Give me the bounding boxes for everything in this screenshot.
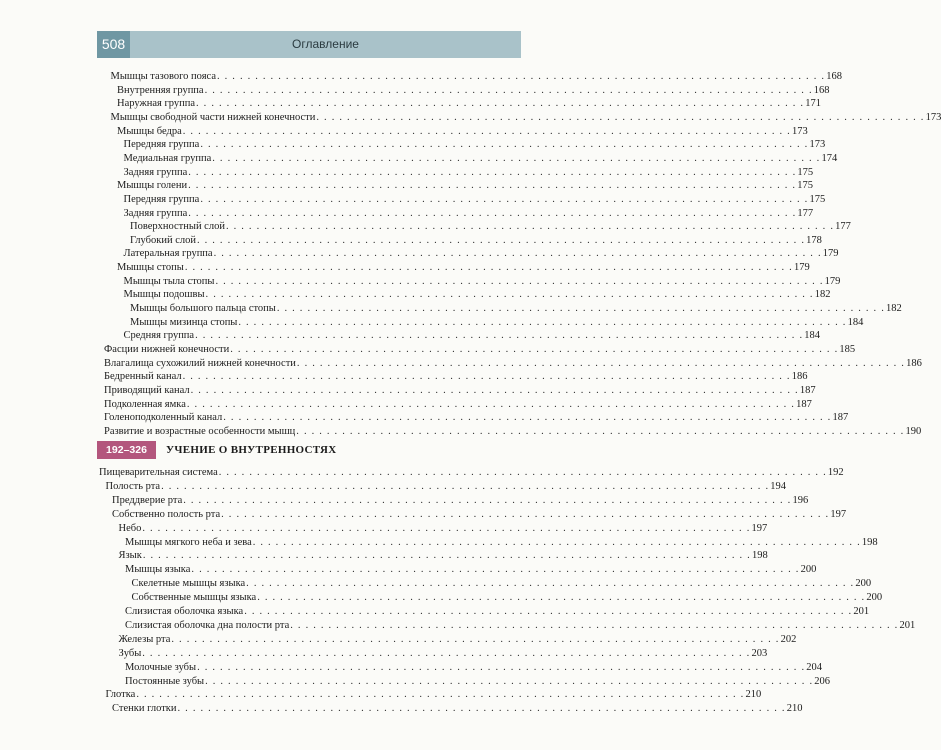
running-title: Оглавление bbox=[292, 37, 359, 51]
toc-entry bbox=[125, 661, 823, 674]
toc-dot-leader: . . . . . . . . . . . . . . . . . . . . . . . . . . . . . . . . . . . . . . . . . . . . . . . . . . . . . . . . . . . . . . . . . . . . . . . . . . . . . . . . bbox=[238, 316, 847, 328]
toc-dot-leader: . . . . . . . . . . . . . . . . . . . . . . . . . . . . . . . . . . . . . . . . . . . . . . . . . . . . . . . . . . . . . . . . . . . . . . . . . . . . . . . . bbox=[246, 578, 855, 590]
toc-entry bbox=[110, 111, 941, 124]
toc-entry-page: 201 bbox=[899, 619, 916, 631]
toc-entry-page: 184 bbox=[847, 316, 864, 328]
toc-entry-page: 177 bbox=[797, 207, 814, 219]
toc-dot-leader: . . . . . . . . . . . . . . . . . . . . . . . . . . . . . . . . . . . . . . . . . . . . . . . . . . . . . . . . . . . . . . . . . . . . . . . . . . . . . . . . bbox=[296, 357, 906, 369]
toc-entry bbox=[104, 343, 856, 356]
toc-dot-leader: . . . . . . . . . . . . . . . . . . . . . . . . . . . . . . . . . . . . . . . . . . . . . . . . . . . . . . . . . . . . . . . . . . . . . . . . . . . . . . . . bbox=[252, 536, 861, 548]
toc-entry-page: 175 bbox=[797, 180, 814, 192]
toc-entry-page: 168 bbox=[813, 84, 830, 96]
toc-entry bbox=[104, 357, 922, 370]
toc-entry bbox=[104, 370, 808, 383]
page-number: 508 bbox=[97, 31, 130, 58]
toc-entry-title: Подколенная ямка bbox=[104, 398, 186, 410]
toc-entry-page: 187 bbox=[796, 398, 812, 410]
toc-entry bbox=[123, 193, 826, 206]
toc-entry bbox=[117, 97, 821, 110]
toc-entry-page: 201 bbox=[853, 606, 870, 617]
toc-entry-page: 200 bbox=[855, 578, 872, 590]
toc-entry-title: Передняя группа bbox=[123, 139, 200, 151]
toc-dot-leader: . . . . . . . . . . . . . . . . . . . . . . . . . . . . . . . . . . . . . . . . . . . . . . . . . . . . . . . . . . . . . . . . . . . . . . . . . . . . . . . . bbox=[221, 508, 830, 520]
toc-dot-leader: . . . . . . . . . . . . . . . . . . . . . . . . . . . . . . . . . . . . . . . . . . . . . . . . . . . . . . . . . . . . . . . . . . . . . . . . . . . . . . . . bbox=[204, 84, 813, 96]
toc-dot-leader: . . . . . . . . . . . . . . . . . . . . . . . . . . . . . . . . . . . . . . . . . . . . . . . . . . . . . . . . . . . . . . . . . . . . . . . . . . . . . . . . bbox=[190, 384, 799, 396]
toc-entry-title: Задняя группа bbox=[123, 166, 188, 178]
toc-entry-title: Поверхностный слой bbox=[130, 221, 225, 233]
toc-entry bbox=[117, 125, 808, 138]
toc-entry-page: 197 bbox=[751, 522, 768, 534]
toc-entry-page: 179 bbox=[822, 248, 839, 260]
toc-dot-leader: . . . . . . . . . . . . . . . . . . . . . . . . . . . . . . . . . . . . . . . . . . . . . . . . . . . . . . . . . . . . . . . . . . . . . . . . . . . . . . . . bbox=[142, 647, 751, 659]
toc-dot-leader: . . . . . . . . . . . . . . . . . . . . . . . . . . . . . . . . . . . . . . . . . . . . . . . . . . . . . . . . . . . . . . . . . . . . . . . . . . . . . . . . bbox=[195, 330, 804, 342]
toc-entry-page: 210 bbox=[786, 703, 803, 715]
toc-entry-page: 190 bbox=[905, 425, 922, 437]
section-page-range-badge: 192–326 bbox=[97, 441, 156, 459]
toc-dot-leader: . . . . . . . . . . . . . . . . . . . . . . . . . . . . . . . . . . . . . . . . . . . . . . . . . . . . . . . . . . . . . . . . . . . . . . . . . . . . . . . . bbox=[213, 248, 822, 260]
toc-dot-leader: . . . . . . . . . . . . . . . . . . . . . . . . . . . . . . . . . . . . . . . . . . . . . . . . . . . . . . . . . . . . . . . . . . . . . . . . . . . . . . . . bbox=[188, 166, 797, 178]
toc-dot-leader: . . . . . . . . . . . . . . . . . . . . . . . . . . . . . . . . . . . . . . . . . . . . . . . . . . . . . . . . . . . . . . . . . . . . . . . . . . . . . . . . bbox=[182, 125, 791, 137]
toc-entry-page: 198 bbox=[861, 536, 878, 548]
toc-entry bbox=[117, 179, 814, 192]
toc-entry bbox=[123, 275, 841, 288]
section-title: УЧЕНИЕ О ВНУТРЕННОСТЯХ bbox=[166, 444, 337, 456]
toc-entry-title: Язык bbox=[118, 550, 142, 562]
toc-entry-title: Внутренняя группа bbox=[117, 84, 204, 96]
toc-entry-page: 182 bbox=[814, 289, 831, 301]
toc-dot-leader: . . . . . . . . . . . . . . . . . . . . . . . . . . . . . . . . . . . . . . . . . . . . . . . . . . . . . . . . . . . . . . . . . . . . . . . . . . . . . . . . bbox=[200, 139, 809, 151]
toc-entry-title: Мышцы подошвы bbox=[123, 289, 205, 301]
toc-entry-title: Постоянные зубы bbox=[125, 675, 205, 687]
toc-entry bbox=[104, 384, 816, 397]
toc-dot-leader: . . . . . . . . . . . . . . . . . . . . . . . . . . . . . . . . . . . . . . . . . . . . . . . . . . . . . . . . . . . . . . . . . . . . . . . . . . . . . . . . bbox=[186, 398, 796, 410]
toc-entry-page: 194 bbox=[770, 480, 787, 492]
toc-entry-page: 202 bbox=[780, 633, 797, 645]
toc-entry-title: Скелетные мышцы языка bbox=[131, 578, 246, 590]
toc-entry-page: 177 bbox=[835, 221, 851, 233]
toc-entry-title: Собственные мышцы языка bbox=[131, 592, 257, 604]
toc-entry bbox=[118, 549, 768, 562]
toc-dot-leader: . . . . . . . . . . . . . . . . . . . . . . . . . . . . . . . . . . . . . . . . . . . . . . . . . . . . . . . . . . . . . . . . . . . . . . . . . . . . . . . . bbox=[196, 98, 805, 110]
toc-entry bbox=[131, 591, 883, 604]
toc-dot-leader: . . . . . . . . . . . . . . . . . . . . . . . . . . . . . . . . . . . . . . . . . . . . . . . . . . . . . . . . . . . . . . . . . . . . . . . . . . . . . . . . bbox=[171, 633, 780, 645]
toc-entry-title: Латеральная группа bbox=[123, 248, 213, 260]
toc-entry-page: 187 bbox=[799, 384, 816, 396]
toc-entry-title: Мышцы языка bbox=[125, 564, 191, 576]
toc-dot-leader: . . . . . . . . . . . . . . . . . . . . . . . . . . . . . . . . . . . . . . . . . . . . . . . . . . . . . . . . . . . . . . . . . . . . . . . . . . . . . . . . bbox=[223, 412, 832, 424]
toc-entry-title: Собственно полость рта bbox=[112, 508, 221, 520]
toc-entry-title: Глотка bbox=[105, 689, 136, 701]
toc-entry-page: 200 bbox=[866, 592, 883, 604]
toc-entry bbox=[104, 425, 922, 438]
toc-entry-page: 198 bbox=[752, 550, 768, 562]
toc-entry bbox=[112, 494, 809, 507]
toc-entry-title: Молочные зубы bbox=[125, 661, 197, 673]
toc-entry-title: Мышцы тазового пояса bbox=[110, 71, 216, 82]
toc-entry-title: Фасции нижней конечности bbox=[104, 344, 230, 355]
toc-entry bbox=[105, 688, 762, 701]
toc-entry bbox=[118, 647, 768, 660]
toc-dot-leader: . . . . . . . . . . . . . . . . . . . . . . . . . . . . . . . . . . . . . . . . . . . . . . . . . . . . . . . . . . . . . . . . . . . . . . . . . . . . . . . . bbox=[196, 234, 806, 246]
toc-entry bbox=[123, 152, 838, 165]
toc-entry-page: 178 bbox=[806, 234, 822, 246]
toc-entry bbox=[130, 302, 902, 315]
toc-entry bbox=[131, 577, 872, 590]
toc-entry-page: 192 bbox=[827, 467, 844, 478]
toc-entry bbox=[123, 329, 821, 342]
toc-dot-leader: . . . . . . . . . . . . . . . . . . . . . . . . . . . . . . . . . . . . . . . . . . . . . . . . . . . . . . . . . . . . . . . . . . . . . . . . . . . . . . . . bbox=[200, 193, 809, 205]
toc-entry-title: Пищеварительная система bbox=[99, 467, 218, 478]
toc-entry-page: 184 bbox=[804, 330, 821, 342]
toc-dot-leader: . . . . . . . . . . . . . . . . . . . . . . . . . . . . . . . . . . . . . . . . . . . . . . . . . . . . . . . . . . . . . . . . . . . . . . . . . . . . . . . . bbox=[184, 262, 793, 274]
toc-entry-page: 206 bbox=[814, 675, 831, 687]
toc-entry-title: Влагалища сухожилий нижней конечности bbox=[104, 357, 296, 369]
toc-entry-title: Средняя группа bbox=[123, 330, 195, 342]
toc-entry-title: Мышцы тыла стопы bbox=[123, 275, 215, 287]
toc-entry bbox=[112, 702, 803, 715]
toc-dot-leader: . . . . . . . . . . . . . . . . . . . . . . . . . . . . . . . . . . . . . . . . . . . . . . . . . . . . . . . . . . . . . . . . . . . . . . . . . . . . . . . . bbox=[225, 221, 835, 233]
toc-entry-page: 173 bbox=[809, 139, 826, 151]
toc-entry-page: 210 bbox=[745, 689, 762, 701]
toc-entry-title: Слизистая оболочка дна полости рта bbox=[125, 619, 290, 631]
toc-entry-page: 203 bbox=[751, 647, 768, 659]
toc-entry bbox=[123, 288, 831, 301]
toc-dot-leader: . . . . . . . . . . . . . . . . . . . . . . . . . . . . . . . . . . . . . . . . . . . . . . . . . . . . . . . . . . . . . . . . . . . . . . . . . . . . . . . . bbox=[182, 371, 791, 383]
toc-entry bbox=[104, 398, 812, 411]
toc-entry bbox=[130, 316, 864, 329]
toc-entry-title: Преддверие рта bbox=[112, 494, 183, 506]
toc-dot-leader: . . . . . . . . . . . . . . . . . . . . . . . . . . . . . . . . . . . . . . . . . . . . . . . . . . . . . . . . . . . . . . . . . . . . . . . . . . . . . . . . bbox=[230, 344, 839, 355]
toc-entry bbox=[123, 138, 826, 151]
toc-entry-page: 175 bbox=[809, 193, 826, 205]
toc-dot-leader: . . . . . . . . . . . . . . . . . . . . . . . . . . . . . . . . . . . . . . . . . . . . . . . . . . . . . . . . . . . . . . . . . . . . . . . . . . . . . . . . bbox=[316, 111, 925, 123]
toc-entry-title: Передняя группа bbox=[123, 193, 200, 205]
toc-entry-page: 200 bbox=[800, 564, 817, 576]
toc-dot-leader: . . . . . . . . . . . . . . . . . . . . . . . . . . . . . . . . . . . . . . . . . . . . . . . . . . . . . . . . . . . . . . . . . . . . . . . . . . . . . . . . bbox=[161, 480, 770, 492]
toc-entry bbox=[112, 508, 847, 521]
toc-entry-title: Задняя группа bbox=[123, 207, 188, 219]
toc-entry-title: Мышцы стопы bbox=[117, 262, 184, 274]
toc-entry bbox=[125, 619, 916, 632]
toc-entry-title: Голеноподколенный канал bbox=[104, 412, 223, 424]
toc-dot-leader: . . . . . . . . . . . . . . . . . . . . . . . . . . . . . . . . . . . . . . . . . . . . . . . . . . . . . . . . . . . . . . . . . . . . . . . . . . . . . . . . bbox=[188, 180, 797, 192]
toc-entry bbox=[130, 234, 822, 247]
toc-dot-leader: . . . . . . . . . . . . . . . . . . . . . . . . . . . . . . . . . . . . . . . . . . . . . . . . . . . . . . . . . . . . . . . . . . . . . . . . . . . . . . . . bbox=[296, 425, 905, 437]
toc-entry-page: 186 bbox=[791, 371, 808, 383]
toc-entry-page: 173 bbox=[925, 111, 941, 123]
toc-entry bbox=[118, 633, 797, 646]
toc-entry-title: Приводящий канал bbox=[104, 384, 190, 396]
toc-entry-title: Мышцы большого пальца стопы bbox=[130, 303, 276, 315]
toc-dot-leader: . . . . . . . . . . . . . . . . . . . . . . . . . . . . . . . . . . . . . . . . . . . . . . . . . . . . . . . . . . . . . . . . . . . . . . . . . . . . . . . . bbox=[136, 689, 745, 701]
toc-entry-page: 204 bbox=[806, 661, 823, 673]
toc-entry-title: Наружная группа bbox=[117, 98, 196, 110]
toc-entry bbox=[125, 675, 831, 688]
toc-entry-page: 179 bbox=[794, 262, 810, 274]
toc-dot-leader: . . . . . . . . . . . . . . . . . . . . . . . . . . . . . . . . . . . . . . . . . . . . . . . . . . . . . . . . . . . . . . . . . . . . . . . . . . . . . . . . bbox=[188, 207, 797, 219]
toc-entry-title: Мышцы бедра bbox=[117, 125, 182, 137]
toc-entry-page: 173 bbox=[791, 125, 808, 137]
toc-dot-leader: . . . . . . . . . . . . . . . . . . . . . . . . . . . . . . . . . . . . . . . . . . . . . . . . . . . . . . . . . . . . . . . . . . . . . . . . . . . . . . . . bbox=[191, 564, 800, 576]
toc-entry-page: 171 bbox=[805, 98, 821, 110]
toc-dot-leader: . . . . . . . . . . . . . . . . . . . . . . . . . . . . . . . . . . . . . . . . . . . . . . . . . . . . . . . . . . . . . . . . . . . . . . . . . . . . . . . . bbox=[212, 152, 821, 164]
toc-entry-title: Стенки глотки bbox=[112, 703, 177, 715]
toc-entry bbox=[118, 522, 768, 535]
toc-entry-title: Мышцы мягкого неба и зева bbox=[125, 536, 252, 548]
toc-entry-page: 179 bbox=[824, 275, 841, 287]
toc-entry-title: Глубокий слой bbox=[130, 234, 196, 246]
toc-entry bbox=[123, 166, 814, 179]
toc-entry-page: 186 bbox=[906, 357, 922, 369]
toc-entry-title: Мышцы свободной части нижней конечности bbox=[110, 111, 316, 123]
toc-entry-page: 174 bbox=[821, 152, 838, 164]
toc-entry bbox=[110, 70, 842, 83]
toc-entry bbox=[125, 563, 817, 576]
toc-entry-title: Мышцы голени bbox=[117, 180, 188, 192]
toc-entry bbox=[117, 261, 810, 274]
toc-dot-leader: . . . . . . . . . . . . . . . . . . . . . . . . . . . . . . . . . . . . . . . . . . . . . . . . . . . . . . . . . . . . . . . . . . . . . . . . . . . . . . . . bbox=[205, 289, 814, 301]
toc-dot-leader: . . . . . . . . . . . . . . . . . . . . . . . . . . . . . . . . . . . . . . . . . . . . . . . . . . . . . . . . . . . . . . . . . . . . . . . . . . . . . . . . bbox=[183, 494, 792, 506]
toc-entry-title: Железы рта bbox=[118, 633, 171, 645]
toc-dot-leader: . . . . . . . . . . . . . . . . . . . . . . . . . . . . . . . . . . . . . . . . . . . . . . . . . . . . . . . . . . . . . . . . . . . . . . . . . . . . . . . . bbox=[218, 467, 827, 478]
toc-dot-leader: . . . . . . . . . . . . . . . . . . . . . . . . . . . . . . . . . . . . . . . . . . . . . . . . . . . . . . . . . . . . . . . . . . . . . . . . . . . . . . . . bbox=[215, 275, 824, 287]
toc-dot-leader: . . . . . . . . . . . . . . . . . . . . . . . . . . . . . . . . . . . . . . . . . . . . . . . . . . . . . . . . . . . . . . . . . . . . . . . . . . . . . . . . bbox=[177, 703, 786, 715]
toc-entry bbox=[117, 84, 830, 97]
toc-dot-leader: . . . . . . . . . . . . . . . . . . . . . . . . . . . . . . . . . . . . . . . . . . . . . . . . . . . . . . . . . . . . . . . . . . . . . . . . . . . . . . . . bbox=[244, 606, 853, 617]
toc-entry-page: 196 bbox=[792, 494, 809, 506]
toc-entry-page: 187 bbox=[832, 412, 849, 424]
toc-entry-title: Развитие и возрастные особенности мышц bbox=[104, 425, 296, 437]
toc-dot-leader: . . . . . . . . . . . . . . . . . . . . . . . . . . . . . . . . . . . . . . . . . . . . . . . . . . . . . . . . . . . . . . . . . . . . . . . . . . . . . . . . bbox=[197, 661, 806, 673]
toc-entry-page: 185 bbox=[839, 344, 856, 355]
toc-dot-leader: . . . . . . . . . . . . . . . . . . . . . . . . . . . . . . . . . . . . . . . . . . . . . . . . . . . . . . . . . . . . . . . . . . . . . . . . . . . . . . . . bbox=[142, 550, 751, 562]
toc-entry-title: Бедренный канал bbox=[104, 371, 182, 383]
toc-entry bbox=[123, 247, 839, 260]
toc-entry-title: Полость рта bbox=[105, 480, 161, 492]
toc-dot-leader: . . . . . . . . . . . . . . . . . . . . . . . . . . . . . . . . . . . . . . . . . . . . . . . . . . . . . . . . . . . . . . . . . . . . . . . . . . . . . . . . bbox=[276, 303, 886, 315]
toc-entry-page: 175 bbox=[797, 166, 814, 178]
toc-dot-leader: . . . . . . . . . . . . . . . . . . . . . . . . . . . . . . . . . . . . . . . . . . . . . . . . . . . . . . . . . . . . . . . . . . . . . . . . . . . . . . . . bbox=[217, 71, 826, 82]
toc-entry bbox=[130, 220, 851, 233]
toc-entry-title: Мышцы мизинца стопы bbox=[130, 316, 238, 328]
toc-entry-title: Небо bbox=[118, 522, 142, 534]
toc-entry bbox=[125, 605, 870, 618]
toc-dot-leader: . . . . . . . . . . . . . . . . . . . . . . . . . . . . . . . . . . . . . . . . . . . . . . . . . . . . . . . . . . . . . . . . . . . . . . . . . . . . . . . . bbox=[205, 675, 814, 687]
toc-entry-title: Слизистая оболочка языка bbox=[125, 606, 244, 617]
toc-entry-page: 168 bbox=[826, 71, 842, 82]
toc-entry bbox=[104, 411, 849, 424]
toc-dot-leader: . . . . . . . . . . . . . . . . . . . . . . . . . . . . . . . . . . . . . . . . . . . . . . . . . . . . . . . . . . . . . . . . . . . . . . . . . . . . . . . . bbox=[290, 619, 899, 631]
toc-entry-title: Медиальная группа bbox=[123, 152, 212, 164]
toc-dot-leader: . . . . . . . . . . . . . . . . . . . . . . . . . . . . . . . . . . . . . . . . . . . . . . . . . . . . . . . . . . . . . . . . . . . . . . . . . . . . . . . . bbox=[257, 592, 866, 604]
toc-entry-page: 182 bbox=[886, 303, 902, 315]
toc-dot-leader: . . . . . . . . . . . . . . . . . . . . . . . . . . . . . . . . . . . . . . . . . . . . . . . . . . . . . . . . . . . . . . . . . . . . . . . . . . . . . . . . bbox=[142, 522, 751, 534]
toc-entry bbox=[125, 536, 878, 549]
toc-entry-title: Зубы bbox=[118, 647, 142, 659]
toc-entry bbox=[99, 466, 844, 479]
toc-entry-page: 197 bbox=[830, 508, 847, 520]
toc-entry bbox=[123, 207, 814, 220]
toc-entry bbox=[105, 480, 787, 493]
